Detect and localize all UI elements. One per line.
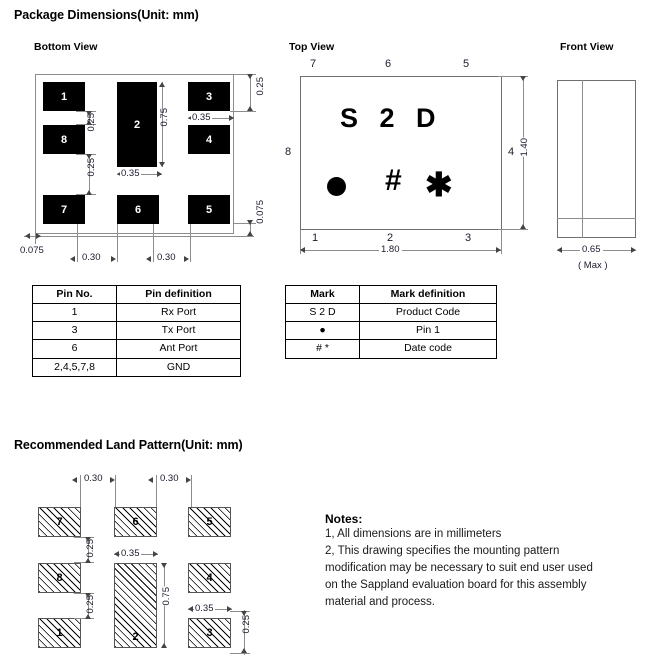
lp-dim-035r-label: 0.35 [195, 603, 214, 614]
tv-pin-1: 1 [312, 232, 319, 244]
lp-arrow-p2-r [186, 477, 191, 483]
pin-table-cell-3-0: 2,4,5,7,8 [33, 358, 117, 376]
mark-table-header-0: Mark [286, 286, 360, 304]
bv-dim-left-label: 0.075 [20, 245, 44, 256]
bottom-view-pad-6: 6 [117, 195, 159, 224]
lp-dim-gap-u-label: 0.25 [85, 539, 96, 558]
bottom-view-title: Bottom View [34, 41, 98, 53]
lp-arrow-035c-r [153, 551, 158, 557]
lp-pad-7: 7 [38, 507, 81, 537]
lp-dim-pitch1-label: 0.30 [84, 473, 103, 484]
bottom-view-pad-3: 3 [188, 82, 230, 111]
top-view-title: Top View [289, 41, 335, 53]
notes-block [325, 512, 635, 611]
lp-dim-035c-label: 0.35 [121, 548, 140, 559]
bv-arrow-075-d [159, 162, 165, 167]
table-header-row [286, 286, 497, 304]
lp-arrow-gap-l-u [85, 614, 91, 619]
land-pattern-drawing [10, 465, 300, 665]
tv-arrow-height-u [520, 224, 526, 229]
tv-dim-height-label: 1.40 [519, 138, 530, 157]
mark-table-cell-2-0: # * [286, 340, 360, 358]
mark-table-cell-0-1: Product Code [360, 304, 497, 322]
bv-arrow-035r-r [229, 115, 234, 121]
notes-line-4: on the Sappland evaluation board for this assembly [325, 579, 587, 591]
tv-pin-2: 2 [387, 232, 394, 244]
bv-arrow-075-u [159, 82, 165, 87]
tv-height-ext-b [498, 229, 528, 230]
bottom-view-pad-2: 2 [117, 82, 157, 167]
lp-pad-2: 2 [114, 563, 157, 648]
bv-arrow-left-l [25, 233, 30, 239]
tv-star-mark: ✱ [425, 166, 453, 203]
bv-baseline [24, 236, 254, 237]
lp-dim-pitch2-label: 0.30 [160, 473, 179, 484]
lp-arrow-075-u [161, 643, 167, 648]
bottom-view-pad-7: 7 [43, 195, 85, 224]
tv-product-code-mark: S 2 D [340, 103, 443, 133]
bottom-view-pad-4: 4 [188, 125, 230, 154]
lp-arrow-035c-l [114, 551, 119, 557]
mark-definition-table [285, 285, 497, 359]
front-view-body-outline [557, 80, 636, 238]
table-row [286, 340, 497, 358]
pin-table-cell-1-1: Tx Port [117, 322, 241, 340]
lp-dim-075-line [164, 563, 165, 648]
top-view-body-outline [300, 76, 502, 230]
bv-arrow-p1-l [70, 256, 75, 262]
pin-table-cell-0-1: Rx Port [117, 304, 241, 322]
tv-dim-width-label: 1.80 [381, 244, 400, 255]
tv-arrow-height-d [520, 76, 526, 81]
mark-table-cell-1-1: Pin 1 [360, 322, 497, 340]
lp-pad-1: 1 [38, 618, 81, 648]
bv-dim-035c-label: 0.35 [121, 168, 140, 179]
bv-dim-right-bot-label: 0.075 [255, 200, 266, 224]
tv-arrow-width-r [496, 247, 501, 253]
lp-pad-3: 3 [188, 618, 231, 648]
lp-dim-gap-u-ext2 [74, 562, 94, 563]
bv-pitch-ext-a [77, 224, 78, 262]
bv-pitch-ext-b [117, 224, 118, 262]
front-view-title: Front View [560, 41, 614, 53]
lp-pad-6: 6 [114, 507, 157, 537]
tv-pin-6: 6 [385, 58, 392, 70]
tv-pin-7: 7 [310, 58, 317, 70]
table-row [33, 358, 241, 376]
tv-pin-5: 5 [463, 58, 470, 70]
lp-dim-right-label: 0.25 [241, 615, 252, 634]
table-row [33, 322, 241, 340]
lp-pad-5: 5 [188, 507, 231, 537]
pin-table-header-1: Pin definition [117, 286, 241, 304]
pin-table-header-0: Pin No. [33, 286, 117, 304]
tv-pin-3: 3 [465, 232, 472, 244]
lp-dim-right-ext2 [230, 653, 250, 654]
bottom-view-drawing [10, 60, 270, 275]
lp-arrow-p1-l [72, 477, 77, 483]
bv-arrow-p2-r [184, 256, 189, 262]
table-row [33, 340, 241, 358]
bottom-view-pad-8: 8 [43, 125, 85, 154]
lp-pad-8: 8 [38, 563, 81, 593]
lp-arrow-p2-l [148, 477, 153, 483]
pin-table-cell-3-1: GND [117, 358, 241, 376]
bv-arrow-gap-bot-u [86, 190, 92, 195]
lp-pad-4: 4 [188, 563, 231, 593]
notes-title: Notes: [325, 512, 363, 526]
notes-line-3: modification may be necessary to suit end user used [325, 562, 593, 574]
bv-arrow-rt-d [247, 74, 253, 79]
bv-pitch-ext-c [153, 224, 154, 262]
tv-arrow-width-l [300, 247, 305, 253]
bv-arrow-p2-l [146, 256, 151, 262]
mark-table-header-1: Mark definition [360, 286, 497, 304]
bv-arrow-left-r [36, 233, 41, 239]
fv-dim-width-label: 0.65 [582, 244, 601, 255]
table-row [286, 304, 497, 322]
mark-definition-table-wrap [285, 285, 497, 359]
lp-dim-gap-l-ext2 [74, 618, 94, 619]
notes-line-5: material and process. [325, 596, 435, 608]
notes-line-1: 1, All dimensions are in millimeters [325, 528, 502, 540]
tv-pin-4: 4 [508, 146, 515, 158]
pin-definition-table [32, 285, 241, 377]
bottom-view-pad-5: 5 [188, 195, 230, 224]
bv-pitch-ext-d [190, 224, 191, 262]
bv-dim-pitch2-label: 0.30 [157, 252, 176, 263]
bv-arrow-rt-u [247, 106, 253, 111]
bv-dim-gap-top-label: 0.25 [86, 113, 97, 132]
lp-arrow-p1-r [110, 477, 115, 483]
bv-dim-right-top-ext2 [230, 111, 256, 112]
fv-arrow-width-l [557, 247, 562, 253]
bv-arrow-rb-d [247, 220, 253, 225]
lp-dim-gap-l-ext1 [74, 593, 94, 594]
table-row [286, 322, 497, 340]
notes-line-2: 2, This drawing specifies the mounting pattern [325, 545, 560, 557]
table-row [33, 304, 241, 322]
pin-definition-table-wrap [32, 285, 241, 377]
bottom-view-pad-1: 1 [43, 82, 85, 111]
front-view-base-line [557, 218, 636, 219]
pin-table-cell-0-0: 1 [33, 304, 117, 322]
lp-dim-gap-u-ext1 [74, 537, 94, 538]
tv-hash-mark: # [385, 164, 402, 197]
package-dimensions-title: Package Dimensions(Unit: mm) [14, 8, 199, 22]
pin-table-cell-1-0: 3 [33, 322, 117, 340]
bv-dim-gap-bot-label: 0.25 [86, 158, 97, 177]
table-header-row [33, 286, 241, 304]
lp-dim-right-ext1 [230, 611, 250, 612]
lp-dim-gap-l-label: 0.25 [85, 595, 96, 614]
mark-table-cell-0-0: S 2 D [286, 304, 360, 322]
mark-table-cell-1-0: ● [286, 322, 360, 340]
lp-dim-075-label: 0.75 [161, 587, 172, 606]
bv-dim-right-top-label: 0.25 [255, 77, 266, 96]
lp-arrow-right-u [241, 648, 247, 653]
bv-dim-075-label: 0.75 [159, 108, 170, 127]
lp-arrow-075-d [161, 563, 167, 568]
bv-dim-035r-label: 0.35 [192, 112, 211, 123]
fv-dim-width-note: ( Max ) [578, 260, 608, 271]
tv-pin-8: 8 [285, 146, 292, 158]
tv-pin1-dot-mark [327, 177, 346, 196]
tv-width-ext-r [501, 230, 502, 254]
mark-table-cell-2-1: Date code [360, 340, 497, 358]
bv-arrow-035c-r [157, 171, 162, 177]
bv-arrow-p1-r [111, 256, 116, 262]
bv-dim-pitch1-label: 0.30 [82, 252, 101, 263]
fv-arrow-width-r [631, 247, 636, 253]
front-view-drawing [530, 58, 650, 273]
pin-table-cell-2-0: 6 [33, 340, 117, 358]
lp-arrow-035r-l [188, 606, 193, 612]
top-view-drawing [280, 58, 530, 273]
pin-table-cell-2-1: Ant Port [117, 340, 241, 358]
land-pattern-title: Recommended Land Pattern(Unit: mm) [14, 438, 243, 452]
lp-arrow-gap-u-u [85, 558, 91, 563]
front-view-split-line [582, 80, 583, 238]
